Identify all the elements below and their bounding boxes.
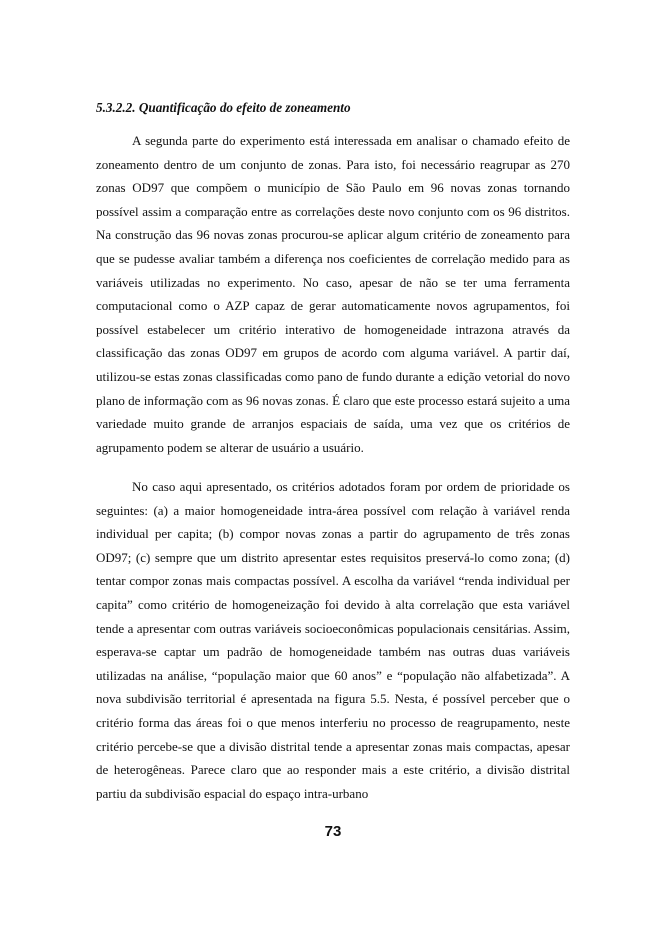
body-paragraph-1: A segunda parte do experimento está interessada em analisar o chamado efeito de zoneamento dentro de um conjunto de zonas. Para isto, foi necessário reagrupar as 270 zonas OD97 que compõem o município de São Paulo em 96 novas zonas tornando possível assim a comparação entre as correlações deste novo conjunto com os 96 distritos. Na construção das 96 novas zonas procurou-se aplicar algum critério de zoneamento para que se pudesse avaliar também a diferença nos coeficientes de correlação medido para as variáveis utilizadas no experimento. No caso, apesar de não se ter uma ferramenta computacional como o AZP capaz de gerar automaticamente novos agrupamentos, foi possível estabelecer um critério interativo de homogeneidade intrazona através da classificação das zonas OD97 em grupos de acordo com alguma variável. A partir daí, utilizou-se estas zonas classificadas como pano de fundo durante a edição vetorial do novo plano de informação com as 96 novas zonas. É claro que este processo estará sujeito a uma variedade muito grande de arranjos espaciais de saída, uma vez que os critérios de agrupamento podem se alterar de usuário a usuário. xyxy=(96,133,570,455)
document-page xyxy=(96,0,570,936)
section-heading: 5.3.2.2. Quantificação do efeito de zoneamento xyxy=(96,100,351,115)
page-number: 73 xyxy=(324,823,342,840)
body-paragraph-2: No caso aqui apresentado, os critérios adotados foram por ordem de prioridade os seguintes: (a) a maior homogeneidade intra-área possível com relação à variável renda individual per capita; (b) compor novas zonas a partir do agrupamento de três zonas OD97; (c) sempre que um distrito apresentar estes requisitos preservá-lo como zona; (d) tentar compor zonas mais compactas possível. A escolha da variável “renda individual per capita” como critério de homogeneização foi devido à alta correlação que esta variável tende a apresentar com outras variáveis socioeconômicas populacionais censitárias. Assim, esperava-se captar um padrão de homogeneidade também nas outras duas variáveis utilizadas na análise, “população maior que 60 anos” e “população não alfabetizada”. A nova subdivisão territorial é apresentada na figura 5.5. Nesta, é possível perceber que o critério forma das áreas foi o que menos interferiu no processo de reagrupamento, neste critério percebe-se que a divisão distrital tende a apresentar zonas mais compactas, apesar de heterogêneas. Parece claro que ao responder mais a este critério, a divisão distrital partiu da subdivisão espacial do espaço intra-urbano xyxy=(96,479,570,801)
